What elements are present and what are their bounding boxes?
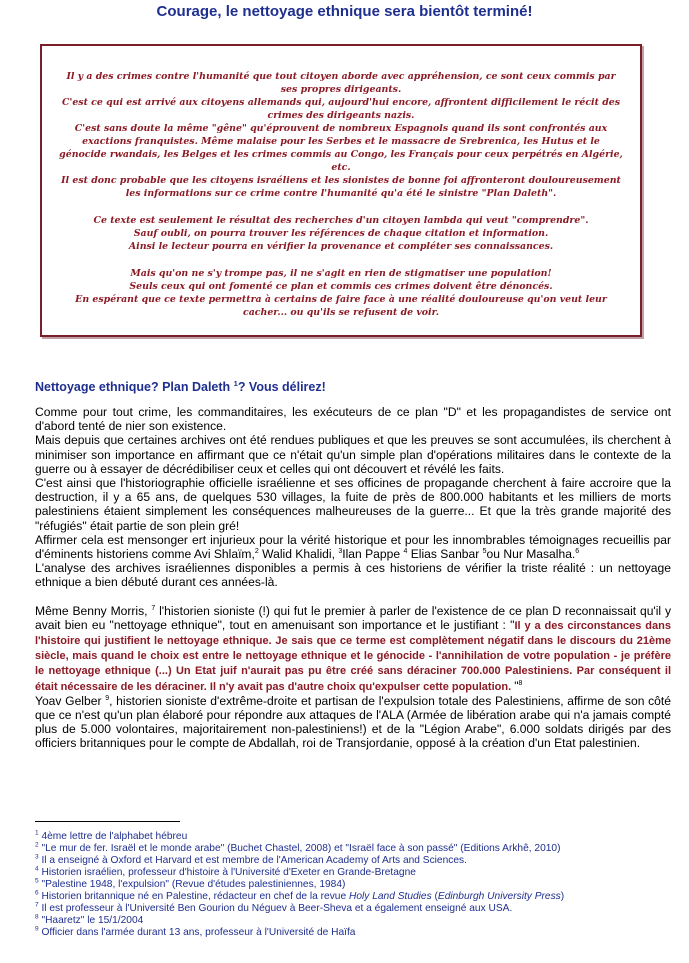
footnote-text: ( [431, 891, 438, 902]
footnote-text: Il est professeur à l'Université Ben Gourion du Néguev à Beer-Sheva et a également enseigné aux USA. [38, 903, 513, 914]
body-paragraph: C'est ainsi que l'historiographie officielle israélienne et ses officines de propagande cherchent à faire accroire que la destruction, il y a 65 ans, de quelques 530 villages, la fuite de près de 800.000 habitants et les milliers de morts palestiniens étaient simplement les conséquences malheureuses de la guerre... Et que la très grande majorité des "réfugiés" était partie de son plein gré! [35, 476, 671, 533]
footnote-number[interactable]: 8 [35, 913, 39, 921]
notice-line: Seuls ceux qui ont fomenté ce plan et commis ces crimes doivent être dénoncés. [129, 281, 553, 292]
body-text-run: Yoav Gelber [35, 693, 106, 708]
body-paragraph: L'analyse des archives israéliennes disponibles a permis à ces historiens de vérifier la triste réalité : un nettoyage ethnique a bien débuté durant ces années-là. [35, 561, 671, 590]
footnote-text: Historien israélien, professeur d'histoire à l'Université d'Exeter en Grande-Bretagne [38, 867, 416, 878]
footnote-ref[interactable]: 3 [338, 548, 343, 555]
notice-line: Il y a des crimes contre l'humanité que tout citoyen aborde avec appréhension, ce sont ceux commis par ses propres dirigeants. [66, 71, 616, 95]
notice-line: Mais qu'on ne s'y trompe pas, il ne s'agit en rien de stigmatiser une population! [130, 268, 552, 279]
footnotes [35, 831, 675, 939]
footnote [35, 927, 675, 939]
footnote-number[interactable]: 7 [35, 901, 39, 909]
footnote-ref[interactable]: 6 [575, 548, 580, 555]
footnote-divider [35, 821, 180, 822]
body-text-run: Même Benny Morris, [35, 603, 152, 618]
footnote-publisher: Edinburgh University Press [437, 891, 561, 902]
notice-line: Il est donc probable que les citoyens israéliens et les sionistes de bonne foi affronteront douloureusement les informations sur ce crime contre l'humanité qu'a été le sinistre "Plan Daleth". [61, 175, 621, 199]
footnote-text: Officier dans l'armée durant 13 ans, professeur à l'Université de Haïfa [38, 927, 356, 938]
notice-line: C'est sans doute la même "gêne" qu'éprouvent de nombreux Espagnols quand ils sont confrontés aux exactions franquistes. Même malaise pour les Serbes et le massacre de Srebrenica, les Hutus et le génocide rwandais, les Belges et les crimes commis au Congo, les Français pour ceux perpétrés en Algérie, etc. [59, 123, 623, 173]
body-text-run: Walid Khalidi, [258, 547, 339, 562]
footnote-number[interactable]: 9 [35, 925, 39, 933]
section-heading-text: Nettoyage ethnique? Plan Daleth [35, 380, 234, 395]
footnote-text: 4ème lettre de l'alphabet hébreu [38, 831, 188, 842]
footnote-journal-title: Holy Land Studies [348, 891, 432, 902]
section-heading-text: ? Vous délirez! [237, 380, 326, 395]
footnote [35, 855, 675, 867]
morris-quote: Il y a des circonstances dans l'histoire qui justifient le nettoyage ethnique. Je sais que ce terme est complètement négatif dans le discours du 21ème siècle, mais quand le choix est entre le nettoyage ethnique et le génocide - l'annihilation de votre population - je préfère le nettoyage ethnique (...) Un Etat juif n'aurait pas pu être créé sans déraciner 700.000 Palestiniens. Par conséquent il était nécessaire de les déraciner. Il n'y avait pas d'autre choix qu'expulser cette population. [35, 619, 671, 693]
footnote [35, 831, 675, 843]
body-text-run: ou Nur Masalha. [486, 547, 576, 562]
footnote-text: Historien britannique né en Palestine, rédacteur en chef de la revue [38, 891, 349, 902]
footnote-text: "Le mur de fer. Israël et le monde arabe" (Buchet Chastel, 2008) et "Israël face à son passé" (Editions Arkhê, 2010) [38, 843, 561, 854]
footnote-text: Il a enseigné à Oxford et Harvard et est membre de l'American Academy of Arts and Sciences. [38, 855, 467, 866]
article-body [35, 405, 671, 751]
footnote-text: "Haaretz" le 15/1/2004 [38, 915, 144, 926]
notice-text [58, 70, 624, 319]
body-text-run: , historien sioniste d'extrême-droite et partisan de l'expulsion totale des Palestiniens, affirme de son côté que ce n'est qu'un plan élaboré pour répondre aux attaques de l'ALA (Armée de libération arabe qui n'a jamais compté plus de 5.000 volontaires, majoritairement non-palestiniens!) et de la "Légion Arabe", 6.000 soldats dirigés par des officiers britanniques pour le compte de Abdallah, roi de Transjordanie, opposé à la création d'un Etat palestinien. [35, 693, 671, 751]
notice-line: Ce texte est seulement le résultat des recherches d'un citoyen lambda qui veut "comprendre". [93, 215, 589, 226]
body-paragraph: Comme pour tout crime, les commanditaires, les exécuteurs de ce plan "D" et les propagandistes de service ont d'abord tenté de nier son existence. [35, 405, 671, 434]
notice-paragraph-1 [58, 70, 624, 200]
body-paragraph: Mais depuis que certaines archives ont été rendues publiques et que les preuves se sont accumulées, ils cherchent à minimiser son importance en affirmant que ce n'était qu'un simple plan d'opérations militaires dans le contexte de la guerre ou à essayer de décrédibiliser ceux et celles qui ont découvert et révélé les faits. [35, 433, 671, 476]
notice-line: Ainsi le lecteur pourra en vérifier la provenance et compléter ses connaissances. [128, 241, 554, 252]
footnote [35, 915, 675, 927]
footnote-text: ) [560, 891, 565, 902]
footnote-number[interactable]: 1 [35, 829, 39, 837]
footnote-ref[interactable]: 8 [518, 679, 523, 687]
footnote [35, 867, 675, 879]
body-text-run: Elias Sanbar [407, 547, 483, 562]
body-paragraph [35, 604, 671, 694]
footnote-ref[interactable]: 1 [233, 379, 238, 388]
body-paragraph [35, 533, 671, 561]
footnote-number[interactable]: 2 [35, 841, 39, 849]
footnote [35, 843, 675, 855]
footnote [35, 903, 675, 915]
footnote [35, 879, 675, 891]
body-text-run: Ilan Pappe [342, 547, 404, 562]
body-paragraph [35, 694, 671, 751]
notice-paragraph-2 [58, 214, 624, 253]
notice-paragraph-3 [58, 267, 624, 319]
notice-line: C'est ce qui est arrivé aux citoyens allemands qui, aujourd'hui encore, affrontent difficilement le récit des crimes des dirigeants nazis. [62, 97, 620, 121]
footnote-text: "Palestine 1948, l'expulsion" (Revue d'études palestiniennes, 1984) [38, 879, 346, 890]
footnote-number[interactable]: 4 [35, 865, 39, 873]
footnote-number[interactable]: 3 [35, 853, 39, 861]
footnote-ref[interactable]: 5 [482, 548, 487, 555]
notice-line: En espérant que ce texte permettra à certains de faire face à une réalité douloureuse qu'on veut leur cacher... ou qu'ils se refusent de voir. [75, 294, 607, 318]
footnote-number[interactable]: 6 [35, 889, 39, 897]
footnote-ref[interactable]: 9 [105, 694, 110, 702]
footnote-ref[interactable]: 2 [254, 548, 259, 555]
footnote [35, 891, 675, 903]
footnote-ref[interactable]: 7 [151, 604, 156, 612]
page-title: Courage, le nettoyage ethnique sera bientôt terminé! [156, 3, 533, 20]
body-text-run: l'historien sioniste (!) qui fut le premier à parler de l'existence de ce plan D reconnaissait qu'il y avait bien eu "nettoyage ethnique", tout en amenuisant son importance et le justifiant : " [35, 603, 672, 632]
section-heading [35, 376, 326, 395]
notice-line: Sauf oubli, on pourra trouver les références de chaque citation et information. [133, 228, 549, 239]
footnote-number[interactable]: 5 [35, 877, 39, 885]
notice-box [40, 44, 642, 337]
body-text-run: Affirmer cela est mensonger ert injurieux pour la vérité historique et pour les innombrables témoignages recueillis par d'éminents historiens comme Avi Shlaïm, [35, 532, 671, 562]
body-text-run: " [514, 678, 519, 693]
footnote-ref[interactable]: 4 [403, 548, 408, 555]
